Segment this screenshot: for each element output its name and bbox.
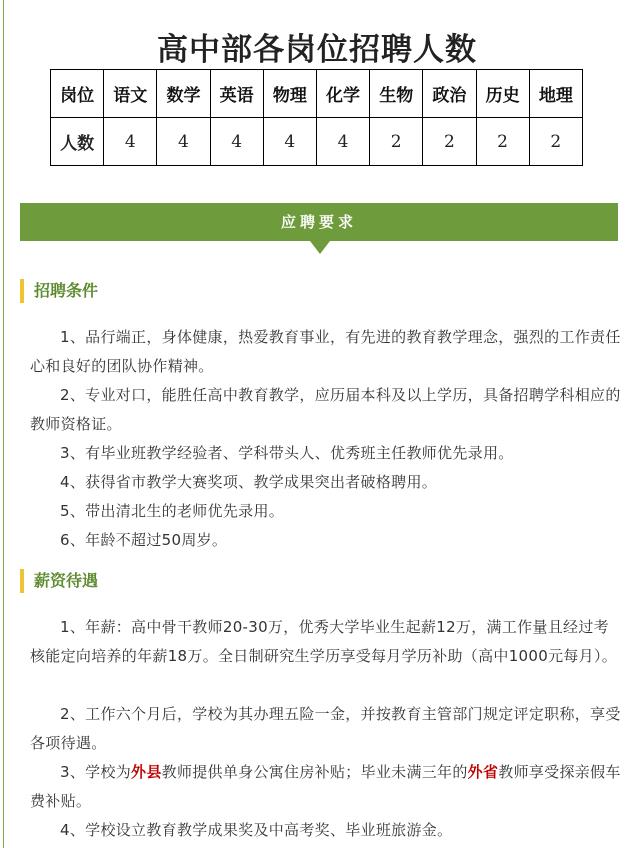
condition-item: 3、有毕业班教学经验者、学科带头人、优秀班主任教师优先录用。: [60, 444, 514, 462]
salary-item-housing: [30, 758, 622, 816]
count-cell: 2: [370, 118, 423, 166]
condition-item: 1、品行端正，身体健康，热爱教育事业，有先进的教育教学理念，强烈的工作责任心和良好的团队协作精神。: [30, 328, 621, 375]
count-cell: 2: [476, 118, 529, 166]
count-cell: 4: [104, 118, 157, 166]
count-cell: 4: [316, 118, 369, 166]
subject-cell: 物理: [263, 70, 316, 118]
condition-item: 5、带出清北生的老师优先录用。: [60, 502, 285, 520]
subject-cell: 历史: [476, 70, 529, 118]
highlight-text: 外省: [467, 763, 499, 781]
count-cell: 2: [529, 118, 582, 166]
subject-cell: 数学: [157, 70, 210, 118]
salary-item: 4、学校设立教育教学成果奖及中高考奖、毕业班旅游金。: [60, 821, 453, 839]
highlight-text: 外县: [131, 763, 162, 781]
banner-arrow-icon: [310, 241, 330, 254]
subject-cell: 政治: [423, 70, 476, 118]
count-cell: 4: [263, 118, 316, 166]
subject-cell: 英语: [210, 70, 263, 118]
text-segment: 教师享受探亲假车费补贴。: [30, 763, 621, 810]
quota-table: [50, 69, 583, 166]
left-border-rule: [3, 0, 4, 848]
subject-cell: 化学: [316, 70, 369, 118]
condition-item: 4、获得省市教学大赛奖项、教学成果突出者破格聘用。: [60, 473, 438, 491]
text-segment: 教师提供单身公寓住房补贴；毕业未满三年的: [161, 763, 468, 781]
count-cell: 2: [423, 118, 476, 166]
subject-cell: 生物: [370, 70, 423, 118]
salary-item: 2、工作六个月后，学校为其办理五险一金，并按教育主管部门规定评定职称，享受各项待遇。: [30, 705, 621, 752]
subject-cell: 地理: [529, 70, 582, 118]
requirements-banner: 应聘要求: [20, 203, 618, 241]
header-label: 岗位: [51, 70, 104, 118]
quota-count-row: [51, 118, 583, 166]
conditions-heading: 招聘条件: [20, 279, 98, 303]
subject-cell: 语文: [104, 70, 157, 118]
count-cell: 4: [157, 118, 210, 166]
text-segment: 3、学校为: [60, 763, 132, 781]
quota-header-row: [51, 70, 583, 118]
condition-item: 6、年龄不超过50周岁。: [60, 531, 228, 549]
count-label: 人数: [51, 118, 104, 166]
page-title: 高中部各岗位招聘人数: [157, 32, 477, 68]
salary-heading: 薪资待遇: [20, 569, 98, 593]
count-cell: 4: [210, 118, 263, 166]
salary-item: 1、年薪：高中骨干教师20-30万，优秀大学毕业生起薪12万，满工作量且经过考核能定向培养的年薪18万。全日制研究生学历享受每月学历补助（高中1000元每月）。: [30, 618, 618, 665]
condition-item: 2、专业对口，能胜任高中教育教学，应历届本科及以上学历，具备招聘学科相应的教师资格证。: [30, 386, 621, 433]
